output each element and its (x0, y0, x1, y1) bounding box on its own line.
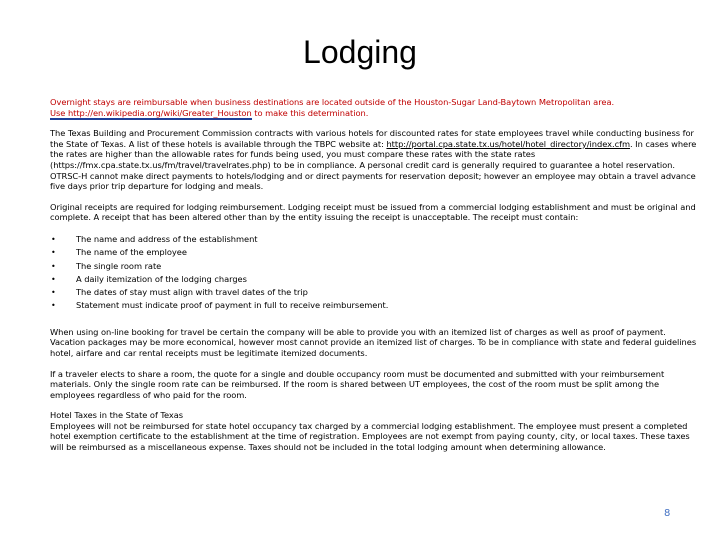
list-item-text: The name and address of the establishment (76, 233, 258, 244)
slide-title: Lodging (303, 34, 417, 70)
bullet-icon: • (51, 274, 56, 284)
notice-line1: Overnight stays are reimbursable when business destinations are located outside of the Houston-Sugar Land-Baytown Metropolitan area. (50, 97, 615, 107)
tbpc-text3: ) to be in compliance. A personal credit card is generally required to guarantee a hotel reservation. OTRSC-H cannot make direct payments to hotels/lodging and or direct payments for reservation deposit; however an employee may obtain a travel advance five days prior trip departure for lodging and meals. (50, 159, 696, 192)
list-item-text: Statement must indicate proof of payment in full to receive reimbursement. (76, 300, 389, 311)
hotel-taxes-paragraph: Employees will not be reimbursed for state hotel occupancy tax charged by a commercial lodging establishment. The employee must present a completed hotel exemption certificate to the establishment at the time of registration. Employees are not exempt from paying county, city, or local taxes. These taxes will be reimbursed as a miscellaneous expense. Taxes should not be included in the total lodging amount when determining allowance. (50, 420, 690, 453)
tbpc-paragraph (50, 128, 698, 192)
travel-rates-link[interactable]: https://fmx.cpa.state.tx.us/fm/travel/travelrates.php (53, 159, 268, 170)
receipt-requirements-list (50, 233, 698, 313)
hotel-directory-link[interactable]: http://portal.cpa.state.tx.us/hotel/hotel_directory/index.cfm (386, 138, 630, 149)
slide-body (50, 97, 698, 463)
list-item (50, 246, 698, 259)
list-item-text: The single room rate (76, 260, 162, 271)
online-booking-paragraph: When using on-line booking for travel be certain the company will be able to provide you with an itemized list of charges as well as proof of payment. Vacation packages may be more economical, however most cannot provide an itemized list of charges. To be in compliance with state and federal guidelines hotel, airfare and car rental receipts must be legitimate itemized documents. (50, 326, 697, 358)
hotel-taxes-heading: Hotel Taxes in the State of Texas (50, 410, 184, 421)
list-item-text: The dates of stay must align with travel dates of the trip (76, 287, 308, 298)
list-item (50, 299, 698, 312)
list-item (50, 273, 698, 286)
notice-line2-pre: Use (50, 107, 68, 118)
bullet-icon: • (51, 234, 56, 244)
tbpc-text1: The Texas Building and Procurement Commission contracts with various hotels for discounted rates for state employees travel while conducting business for the State of Texas. A list of these hotels is available through the TBPC website at: (50, 128, 694, 149)
bullet-icon: • (51, 261, 56, 271)
bullet-icon: • (51, 248, 56, 258)
room-share-paragraph: If a traveler elects to share a room, the quote for a single and double occupancy room must be documented and submitted with your reimbursement materials. Only the single room rate can be reimbursed. If the room is shared between UT employees, the cost of the room must be split among the employees regardless of who paid for the room. (50, 368, 665, 400)
page-number: 8 (664, 508, 671, 519)
list-item-text: The name of the employee (76, 247, 187, 258)
list-item (50, 233, 698, 246)
notice-paragraph (50, 97, 698, 118)
list-item (50, 286, 698, 299)
tbpc-text2: . In cases where the rates are higher than the allowable rates for funds being used, you must compare these rates with the state rates ( (50, 138, 697, 170)
list-item-text: A daily itemization of the lodging charges (76, 273, 247, 284)
notice-line2-post: to make this determination. (251, 107, 369, 118)
bullet-icon: • (51, 288, 56, 298)
list-item (50, 260, 698, 273)
notice-highlight (50, 108, 252, 120)
bullet-icon: • (51, 301, 56, 311)
receipts-intro: Original receipts are required for lodging reimbursement. Lodging receipt must be issued from a commercial lodging establishment and must be original and complete. A receipt that has been altered other than by the entity issuing the receipt is unacceptable. The receipt must contain: (50, 201, 696, 223)
wikipedia-link[interactable]: http://en.wikipedia.org/wiki/Greater_Houston (67, 107, 252, 118)
